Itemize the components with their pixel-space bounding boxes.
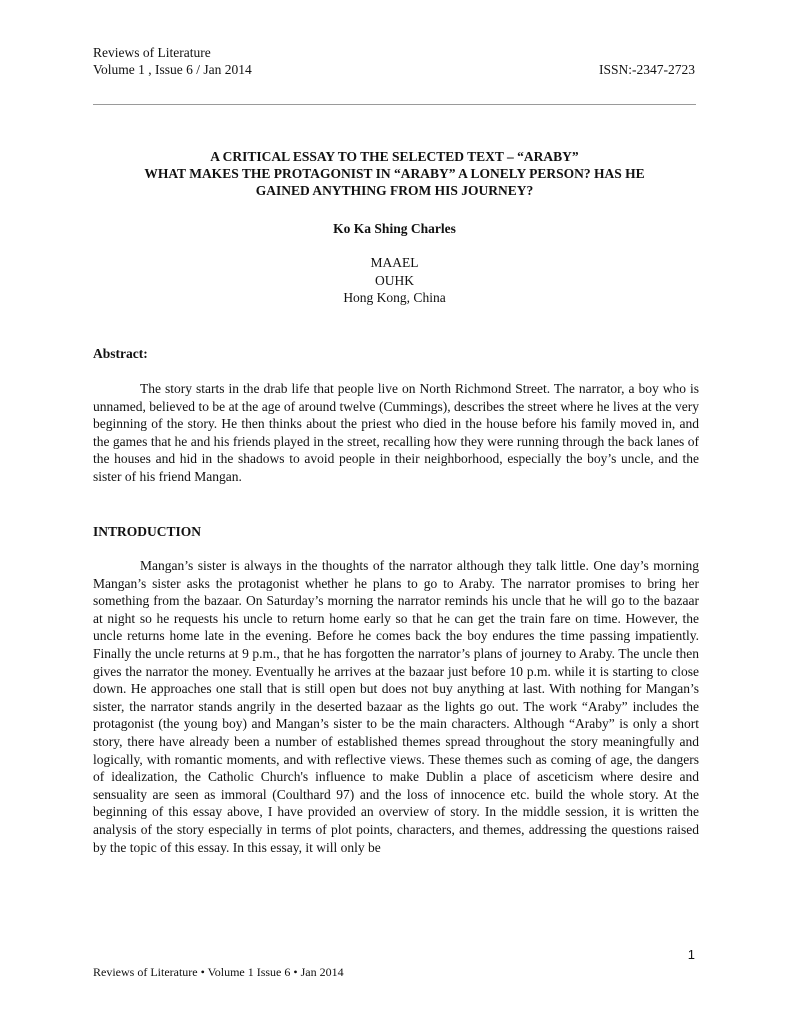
title-line-3: GAINED ANYTHING FROM HIS JOURNEY? bbox=[255, 183, 534, 198]
author-affiliation bbox=[93, 254, 696, 307]
introduction-heading: INTRODUCTION bbox=[93, 524, 202, 539]
header-journal-name: Reviews of Literature bbox=[93, 45, 211, 60]
author-name: Ko Ka Shing Charles bbox=[333, 221, 456, 236]
page-footer: Reviews of Literature • Volume 1 Issue 6 • Jan 2014 bbox=[93, 965, 344, 979]
abstract-paragraph: The story starts in the drab life that people live on North Richmond Street. The narrator, a boy who is unnamed, believed to be at the age of around twelve (Cummings), describes the street where he lives at the very beginning of the story. He then thinks about the priest who died in the house before his family moved in, and the games that he and his friends played in the street, recalling how they were running through the back lanes of the houses and hid in the shadows to avoid people in their neighborhood, especially the boy’s uncle, and the sister of his friend Mangan. bbox=[93, 381, 699, 484]
header-volume-issue: Volume 1 , Issue 6 / Jan 2014 bbox=[93, 62, 252, 77]
affiliation-line-1: MAAEL bbox=[370, 255, 419, 270]
title-line-1: A CRITICAL ESSAY TO THE SELECTED TEXT – “ARABY” bbox=[210, 149, 579, 164]
abstract-heading: Abstract: bbox=[93, 346, 148, 361]
paper-title bbox=[93, 148, 696, 199]
title-line-2: WHAT MAKES THE PROTAGONIST IN “ARABY” A LONELY PERSON? HAS HE bbox=[144, 166, 645, 181]
introduction-paragraph: Mangan’s sister is always in the thoughts of the narrator although they talk little. One day’s morning Mangan’s sister asks the protagonist whether he plans to go to Araby. The narrator promises to bring her something from the bazaar. On Saturday’s morning the narrator reminds his uncle that he will go to the bazaar at night so he requests his uncle to return home early so that he can get the train fare on time. However, the uncle returns home late in the evening. Before he comes back the boy endures the time passing impatiently. Finally the uncle returns at 9 p.m., that he has forgotten the narrator’s plans of journey to Araby. The uncle then gives the narrator the money. Eventually he arrives at the bazaar just before 10 p.m. while it is starting to close down. He approaches one stall that is still open but does not buy anything at last. With nothing for Mangan’s sister, the narrator stands angrily in the deserted bazaar as the lights go out. The work “Araby” includes the protagonist (the young boy) and Mangan’s sister to be the main characters. Although “Araby” is only a short story, there have already been a number of established themes spread throughout the story meaningfully and logically, with romantic moments, and with reflective views. These themes such as coming of age, the dangers of idealization, the Catholic Church's influence to make Dublin a place of asceticism where desire and sensuality are seen as immoral (Coulthard 97) and the loss of innocence etc. build the whole story. At the beginning of this essay above, I have provided an overview of story. In the middle session, it is written the analysis of the story especially in terms of plot points, characters, and themes, addressing the questions raised by the topic of this essay. In this essay, it will only be bbox=[93, 558, 699, 855]
header-divider bbox=[93, 104, 696, 105]
affiliation-line-3: Hong Kong, China bbox=[343, 290, 446, 305]
affiliation-line-2: OUHK bbox=[375, 272, 414, 288]
header-issn: ISSN:-2347-2723 bbox=[598, 62, 695, 77]
page-number: 1 bbox=[687, 947, 695, 962]
